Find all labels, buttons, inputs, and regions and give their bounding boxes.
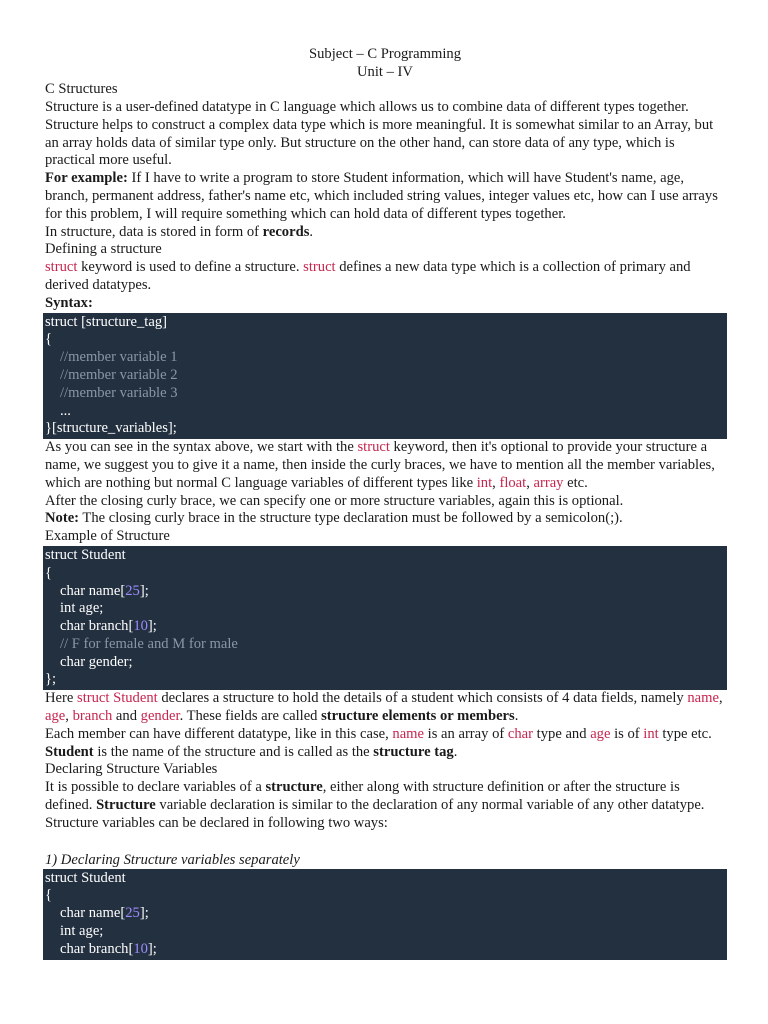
section1-heading: 1) Declaring Structure variables separately [45, 851, 300, 868]
struct-student-paragraph: Here struct Student declares a structure to hold the details of a student which consists of 4 data fields, namely name, age, branch and gender. These fields are called structure elements or members. [45, 690, 723, 725]
syntax-explanation-paragraph: As you can see in the syntax above, we start with the struct keyword, then it's optional to provide your structure a name, we suggest you to give it a name, then inside the curly braces, we have to mention all the member variables, which are nothing but normal C language variables of different types like int, float, array etc. [45, 439, 715, 491]
intro-paragraph: Structure is a user-defined datatype in C language which allows us to combine data of different types together. Structure helps to construct a complex data type which is more meaningful. It is somewhat similar to an Array, but an array holds data of similar type only. But structure on the other hand, can store data of any type, which is practical more useful. [45, 98, 714, 169]
syntax-code-block: struct [structure_tag] { //member variable 1 //member variable 2 //member variable 3 ... }[structure_variables]; [43, 313, 727, 440]
example-heading: Example of Structure [45, 528, 170, 545]
declaring-paragraph: It is possible to declare variables of a structure, either along with structure definition or after the structure is defined. Structure variable declaration is similar to the declaration of any normal variable of any other datatype. Structure variables can be declared in following two ways: [45, 779, 705, 831]
declaring-heading: Declaring Structure Variables [45, 761, 218, 778]
example-paragraph: For example: If I have to write a program to store Student information, which will have Student's name, age, branch, permanent address, father's name etc, which included string values, integer values etc, how can I use arrays for this problem, I will require something which can hold data of different types together. [45, 170, 718, 222]
separate-code-block: struct Student { char name[25]; int age; char branch[10]; [43, 869, 727, 960]
member-datatype-paragraph: Each member can have different datatype, like in this case, name is an array of char type and age is of int type etc. Student is the name of the structure and is called as the structure tag. [45, 725, 712, 760]
records-paragraph: In structure, data is stored in form of records. [45, 223, 314, 240]
syntax-label: Syntax: [45, 294, 93, 311]
for-example-label: For example: [45, 170, 128, 187]
defining-heading: Defining a structure [45, 241, 162, 258]
document-content [45, 46, 725, 960]
note-paragraph: Note: The closing curly brace in the structure type declaration must be followed by a semicolon(;). [45, 510, 623, 527]
struct-keyword-paragraph: struct keyword is used to define a structure. struct defines a new data type which is a collection of primary and derived datatypes. [45, 259, 691, 293]
subject-line: Subject – C Programming [308, 46, 461, 62]
document-header [45, 46, 725, 81]
section-title: C Structures [45, 81, 118, 98]
variables-paragraph: After the closing curly brace, we can specify one or more structure variables, again this is optional. [45, 492, 624, 509]
example-code-block: struct Student { char name[25]; int age; char branch[10]; // F for female and M for male char gender; }; [43, 546, 727, 690]
unit-line: Unit – IV [357, 63, 413, 80]
note-label: Note: [45, 510, 80, 527]
